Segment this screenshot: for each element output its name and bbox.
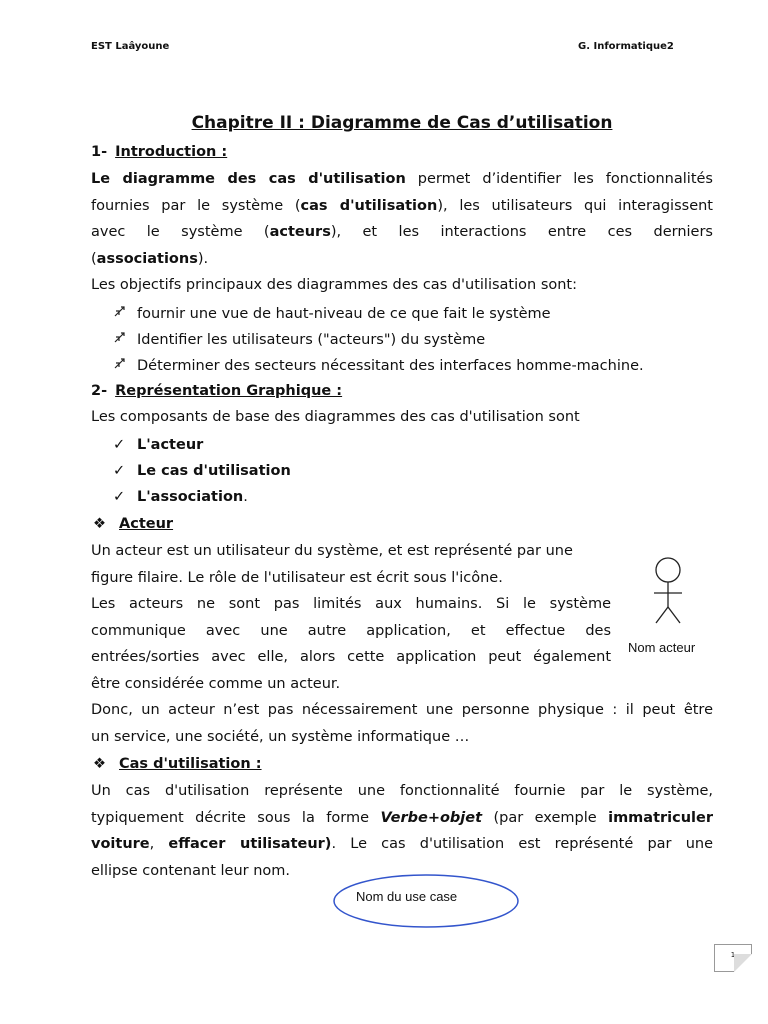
section-2-title: Représentation Graphique : xyxy=(115,383,343,399)
page-title: Chapitre II : Diagramme de Cas d’utilisation xyxy=(191,113,613,133)
page-number: 1 xyxy=(730,951,736,959)
section-1-title: Introduction : xyxy=(115,144,228,160)
component-item: ✓ L'acteur xyxy=(113,437,204,453)
page-fold-icon xyxy=(734,954,752,972)
checkmark-icon: ✓ xyxy=(113,489,126,505)
objective-item: Déterminer des secteurs nécessitant des interfaces homme-machine. xyxy=(113,356,644,374)
acteur-heading: ❖ Acteur xyxy=(93,516,174,532)
checkmark-icon: ✓ xyxy=(113,463,126,479)
section-1-heading xyxy=(91,144,227,160)
section-2-number: 2- xyxy=(91,383,108,399)
cas-paragraph: Un cas d'utilisation représente une fonctionnalité fournie par le système, typiquement décrite sous la forme Verbe+objet (par exemple immatriculer voiture, effacer utilisateur). Le cas d'utilisation est représenté par une ellipse contenant leur nom. xyxy=(91,783,713,879)
intro-line-2: fournies par le système (cas d'utilisation), les utilisateurs qui interagissent xyxy=(91,197,713,214)
component-item: ✓ L'association. xyxy=(113,489,248,505)
intro-paragraph xyxy=(91,166,713,272)
hand-pointer-icon xyxy=(113,356,137,374)
checkmark-icon: ✓ xyxy=(113,437,126,453)
actor-stick-figure-icon xyxy=(630,555,710,635)
intro-line-1: Le diagramme des cas d'utilisation permet d’identifier les fonctionnalités xyxy=(91,171,713,187)
acteur-paragraph: Un acteur est un utilisateur du système, et est représenté par une figure filaire. Le rôle de l'utilisateur est écrit sous l'icône. Les acteurs ne sont pas limités aux humains. Si le système communique avec une autre application, et effectue des entrées/sorties avec elle, alors cette application peut également être considérée comme un acteur. xyxy=(91,543,611,692)
objective-item: Identifier les utilisateurs ("acteurs") du système xyxy=(113,330,485,348)
section-2-heading xyxy=(91,383,342,399)
section-1-number: 1- xyxy=(91,144,108,160)
diamond-bullet-icon: ❖ xyxy=(93,516,106,532)
header-right: G. Informatique2 xyxy=(578,41,674,52)
intro-line-3: avec le système (acteurs), et les interactions entre ces derniers xyxy=(91,224,713,240)
component-item: ✓ Le cas d'utilisation xyxy=(113,463,291,479)
hand-pointer-icon xyxy=(113,330,137,348)
actor-figure-label: Nom acteur xyxy=(628,640,696,655)
objectives-intro: Les objectifs principaux des diagrammes des cas d'utilisation sont: xyxy=(91,277,578,293)
diamond-bullet-icon: ❖ xyxy=(93,756,106,772)
objective-item: fournir une vue de haut-niveau de ce que fait le système xyxy=(113,304,551,322)
hand-pointer-icon xyxy=(113,304,137,322)
intro-line-4: (associations). xyxy=(91,250,209,267)
header-left: EST Laâyoune xyxy=(91,41,170,52)
acteur-paragraph-2: Donc, un acteur n’est pas nécessairement une personne physique : il peut être un service, une société, un système informatique … xyxy=(91,702,713,745)
use-case-ellipse-label: Nom du use case xyxy=(356,889,458,904)
components-intro: Les composants de base des diagrammes des cas d'utilisation sont xyxy=(91,409,580,425)
page-number-box xyxy=(714,944,752,972)
cas-heading: ❖ Cas d'utilisation : xyxy=(93,756,262,772)
